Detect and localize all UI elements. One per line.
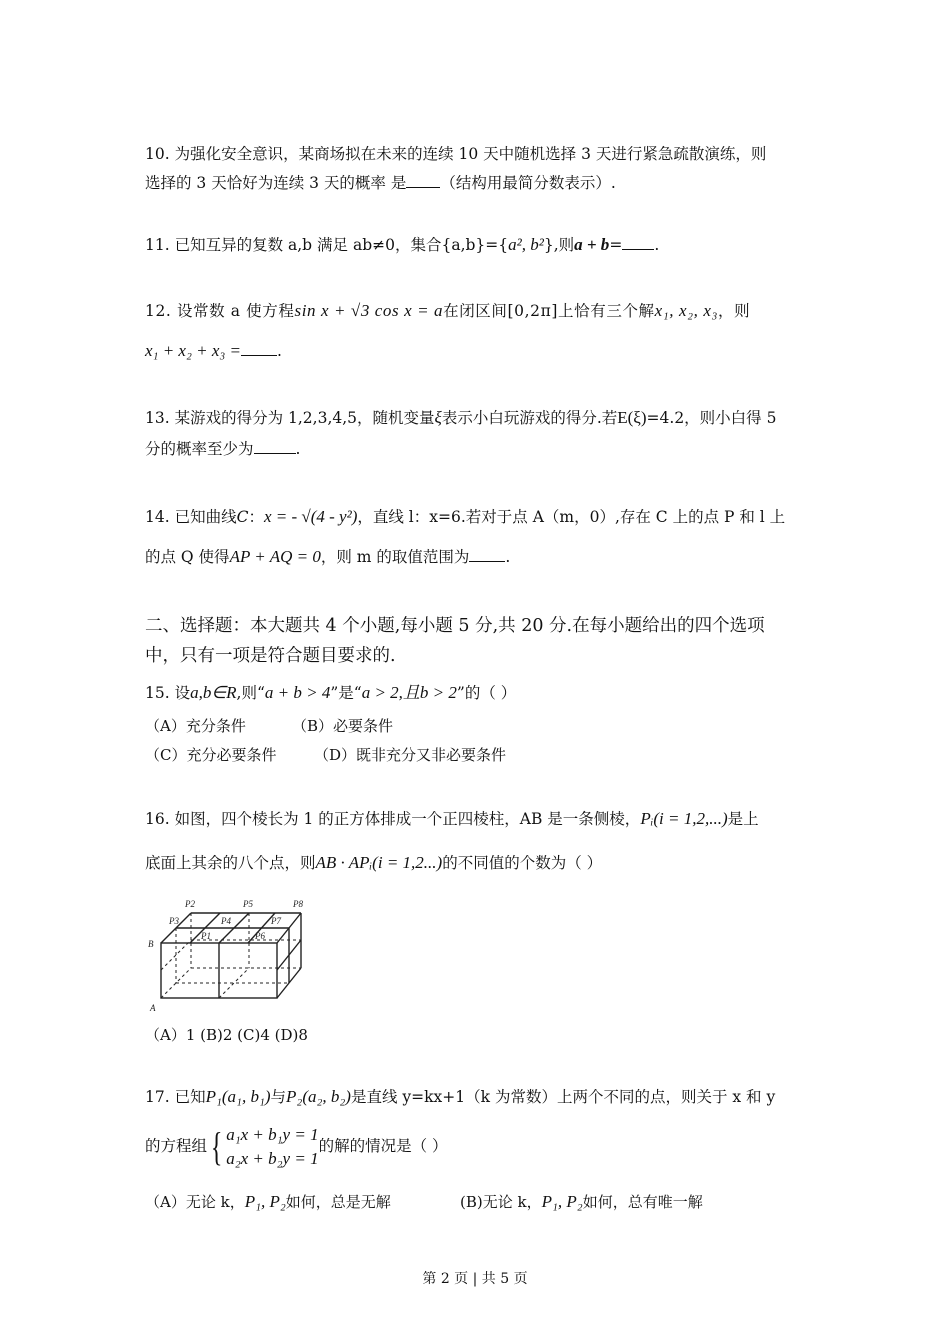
q15-option-c[interactable]: （C）充分必要条件 [145, 746, 277, 764]
q14-math-vec: AP + AQ = 0 [229, 547, 321, 566]
q14-text-d: 的点 Q 使得 [145, 548, 230, 566]
q15-option-a[interactable]: （A）充分条件 [145, 717, 246, 735]
q11-line [145, 234, 810, 256]
q16-line2 [145, 852, 810, 874]
label-A: A [150, 1003, 156, 1013]
page-footer: 第 2 页 | 共 5 页 [422, 1271, 528, 1287]
q12-line1 [145, 300, 810, 322]
q14-text-end: . [505, 548, 511, 566]
q16-math-dot: AB · APᵢ(i = 1,2...) [315, 853, 443, 872]
q14-curve: C [236, 508, 249, 526]
q10-line1: 10. 为强化安全意识，某商场拟在未来的连续 10 天中随机选择 3 天进行紧急疏散演练，则 [145, 145, 767, 163]
q10-blank[interactable] [406, 173, 440, 188]
q17-eq1: a₁x + b₁y = 1 [226, 1125, 319, 1144]
q15-line [145, 682, 810, 704]
q14-text-e: ，则 m 的取值范围为 [320, 548, 470, 566]
q17-option-a-math: P₁, P₂ [244, 1192, 286, 1211]
q14-blank[interactable] [469, 547, 505, 562]
q17-option-a-text: （A）无论 k， [145, 1193, 245, 1211]
q17-text-b: 与 [270, 1088, 287, 1106]
q16-options[interactable]: （A）1 (B)2 (C)4 (D)8 [145, 1026, 308, 1044]
q14-text-b: ： [248, 508, 264, 526]
q15-text-b: ,则“ [236, 684, 265, 702]
q17-p1: P₁(a₁, b₁) [205, 1087, 271, 1106]
q17-option-a-tail: 如何，总是无解 [285, 1193, 391, 1211]
section2-line2: 中，只有一项是符合题目要求的. [145, 646, 396, 666]
q17-text-d: 的方程组 [145, 1137, 208, 1155]
q11-text-a: 11. 已知互异的复数 a,b 满足 ab≠0，集合{a,b}={ [145, 236, 509, 254]
label-P5: P5 [243, 899, 253, 909]
q15-cond2: a > 2,且b > 2 [361, 683, 457, 702]
q17-system [226, 1123, 318, 1171]
q13-text-a: 13. 某游戏的得分为 1,2,3,4,5，随机变量 [145, 409, 435, 427]
q12-math-sum: x₁ + x₂ + x₃ = [145, 341, 242, 360]
label-P6: P6 [255, 931, 265, 941]
q13-blank[interactable] [254, 439, 296, 454]
q16-text-c: 底面上其余的八个点，则 [145, 854, 316, 872]
q15-text-d: ”的（ ） [456, 684, 517, 702]
q12-math-sol: x₁, x₂, x₃ [654, 301, 719, 320]
q11-math-sum: a + b [574, 235, 610, 254]
q12-text-end: . [277, 342, 282, 360]
q17-option-b[interactable] [460, 1192, 703, 1212]
section2-line1: 二、选择题：本大题共 4 个小题,每小题 5 分,共 20 分.在每小题给出的四个选项 [145, 616, 765, 636]
q17-brace: { [210, 1124, 223, 1169]
q17-p2: P₂(a₂, b₂) [286, 1087, 351, 1106]
q12-line2 [145, 340, 810, 362]
q16-line1 [145, 808, 810, 830]
q14-text-c: ，直线 l：x=6.若对于点 A（m，0）,存在 C 上的点 P 和 l 上 [357, 508, 786, 526]
q15-cond1: a + b > 4 [264, 683, 331, 702]
label-P1: P1 [201, 931, 211, 941]
q11-text-end: . [654, 236, 660, 254]
q10-note: （结构用最简分数表示）. [440, 174, 616, 192]
q12-text-a: 12. 设常数 a 使方程 [145, 302, 295, 320]
q17-option-b-tail: 如何，总有唯一解 [582, 1193, 703, 1211]
q17-line2 [145, 1120, 810, 1172]
q12-math-eq: sin x + √3 cos x = a [294, 301, 444, 320]
q11-math-set: a², b² [508, 235, 544, 254]
q15-option-b[interactable]: （B）必要条件 [292, 717, 394, 735]
q13-xi: ξ [434, 408, 442, 427]
q13-text-d: 分的概率至少为 [145, 440, 254, 458]
q13-text-c: =4.2，则小白得 5 [646, 409, 777, 427]
q16-math-p: Pᵢ(i = 1,2,...) [640, 809, 728, 828]
q17-text-c: 是直线 y=kx+1（k 为常数）上两个不同的点，则关于 x 和 y [350, 1088, 776, 1106]
label-B: B [148, 939, 154, 949]
q15-text-c: ”是“ [330, 684, 362, 702]
label-P4: P4 [221, 916, 231, 926]
label-P7: P7 [271, 916, 281, 926]
q14-line2 [145, 546, 810, 568]
q17-option-b-text: (B)无论 k， [460, 1193, 542, 1211]
q17-text-e: 的解的情况是（ ） [318, 1137, 448, 1155]
q17-option-a[interactable] [145, 1192, 391, 1212]
q13-line1 [145, 407, 810, 429]
q17-text-a: 17. 已知 [145, 1088, 206, 1106]
label-P2: P2 [185, 899, 195, 909]
prism-figure [145, 893, 310, 1013]
q10-line2 [145, 172, 810, 194]
q16-text-d: 的不同值的个数为（ ） [442, 854, 603, 872]
q15-math-ab: a,b∈R [190, 683, 237, 702]
q14-math-curve: x = - √(4 - y²) [263, 507, 358, 526]
label-P3: P3 [169, 916, 179, 926]
q13-line2 [145, 438, 810, 460]
q12-blank[interactable] [241, 341, 277, 356]
q12-text-c: ，则 [718, 302, 751, 320]
q15-text-a: 15. 设 [145, 684, 191, 702]
q10-text: 选择的 3 天恰好为连续 3 天的概率 是 [145, 174, 407, 192]
q12-text-b: 在闭区间[0,2π]上恰有三个解 [443, 302, 655, 320]
q13-expect: E(ξ) [617, 408, 647, 427]
q17-line1 [145, 1086, 810, 1108]
q14-line1 [145, 506, 810, 528]
q17-eq2: a₂x + b₂y = 1 [226, 1149, 319, 1168]
q11-blank[interactable] [622, 235, 654, 250]
q11-text-c: = [609, 236, 623, 254]
q11-text-b: },则 [543, 236, 575, 254]
q17-option-b-math: P₁, P₂ [541, 1192, 583, 1211]
q15-option-d[interactable]: （D）既非充分又非必要条件 [314, 746, 507, 764]
q16-text-a: 16. 如图，四个棱长为 1 的正方体排成一个正四棱柱，AB 是一条侧棱， [145, 810, 641, 828]
q13-text-b: 表示小白玩游戏的得分.若 [441, 409, 618, 427]
q13-text-end: . [295, 440, 301, 458]
label-P8: P8 [293, 899, 303, 909]
q14-text-a: 14. 已知曲线 [145, 508, 237, 526]
q16-text-b: 是上 [727, 810, 759, 828]
